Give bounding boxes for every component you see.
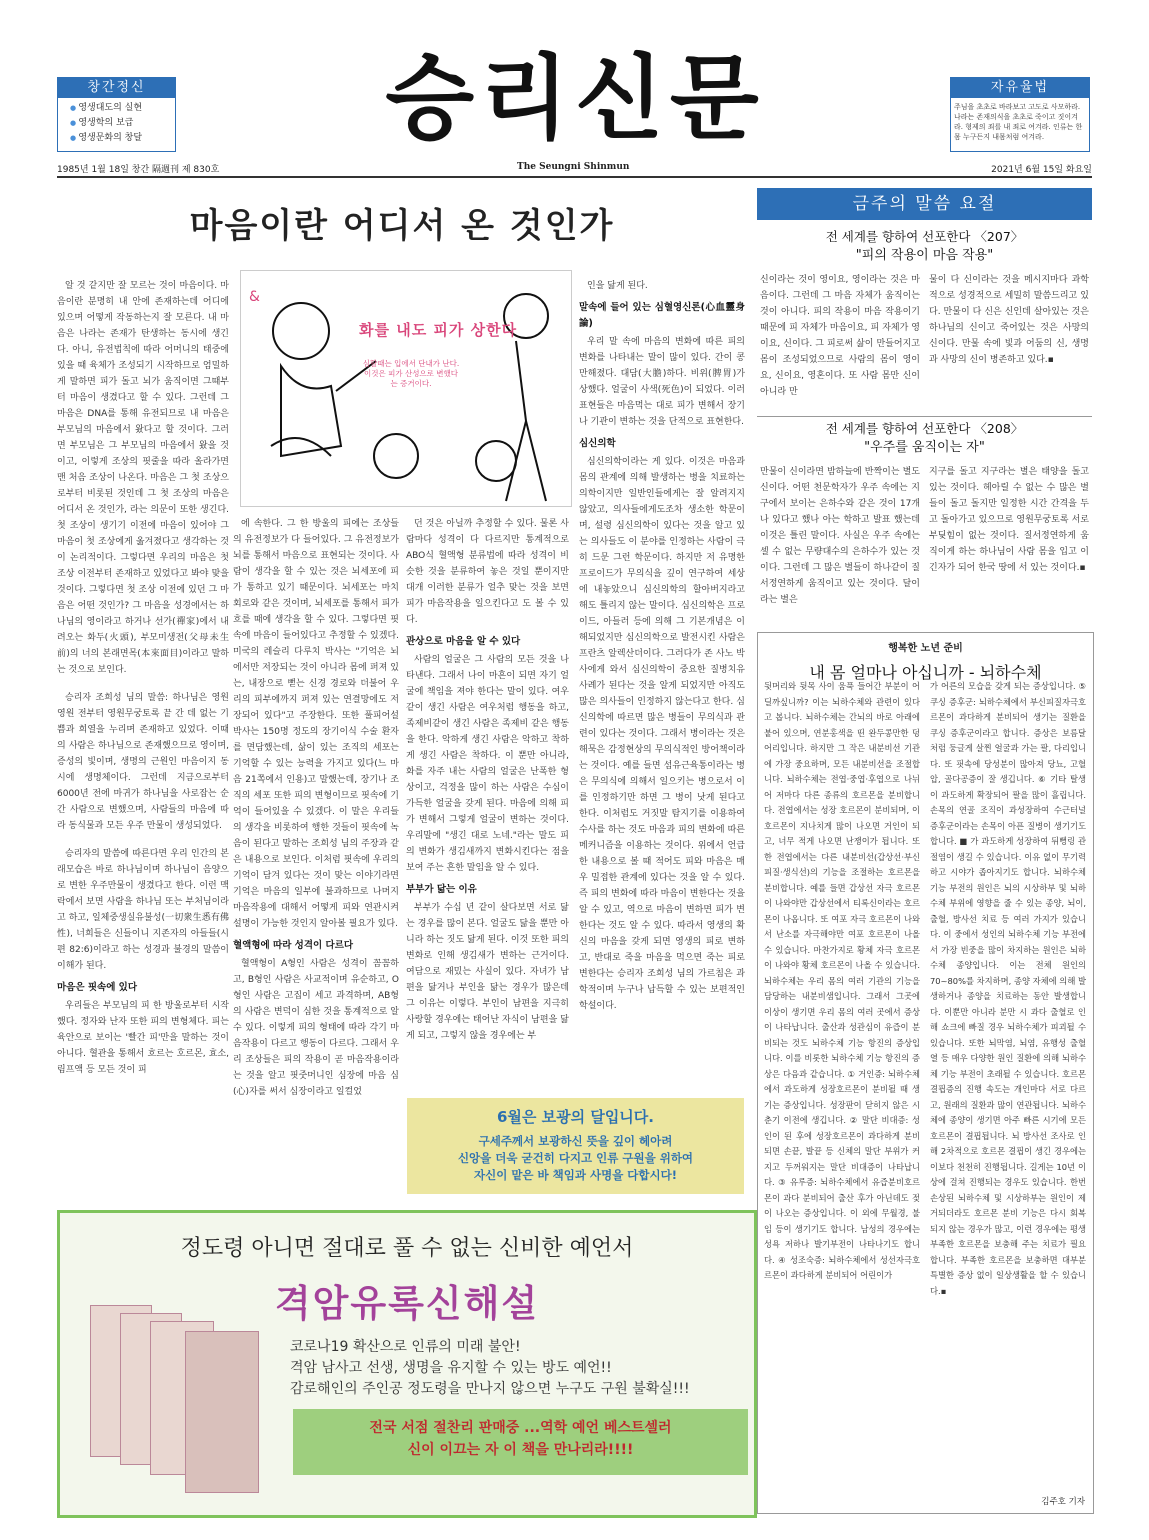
issue-date: 2021년 6월 15일 화요일 — [991, 165, 1092, 175]
subheading: 혈액형에 따라 성격이 다르다 — [233, 940, 354, 951]
masthead-title: 승리신문 — [385, 45, 765, 152]
article-paragraph: 승리자 조희성 님의 말씀: 하나님은 영원 영원 전부터 영원무궁토록 끝 간 데 없는 기쁨과 희열을 누리며 존재하고 있었다. 이때의 사람은 하나님으로 존재했으므로 영이며, 증성의 빛이며, 생명의 근원인 마음이지 동시에 생명체이다. 그런데 지금으로부터 6000년 전에 마귀가 하나님을 사로잡는 순간 사람으로 변했으며, 사람들의 마음에 따라 동식물과 모든 우주 만물이 생성되었다. — [57, 693, 229, 831]
promo-line: 신앙을 더욱 굳건히 다지고 인류 구원을 위하여 — [457, 1151, 694, 1165]
book-advertisement — [57, 1210, 757, 1518]
book-cover-image — [185, 1331, 259, 1493]
health-text-left: 뒷머리와 뒷목 사이 움푹 들어간 부분이 어딜까싶니까? 이는 뇌하수체와 관련이 있다고 봅니다. 뇌하수체는 간뇌의 바로 아래에 붙어 있으며, 연분홍색을 띤 완두콩만한 덩어리입니다. 하지만 그 작은 내분비선 기관에 가장 중요하며, 모든 내분비선을 조절합니다. 뇌하수체는 전엽·중엽·후엽으로 나뉘어 저마다 다른 종류의 호르몬을 분비합니다. 전엽에서는 성장 호르몬이 분비되며, 이 호르몬이 지나치게 많이 나오면 거인이 되고, 너무 적게 나오면 난쟁이가 됩니다. 또한 전엽에서는 다른 내분비선(갑상선·부신 피질·생식선)의 기능을 조절하는 호르몬을 분비합니다. 예를 들면 갑상선 자극 호르몬이 나와야만 갑상선에서 티록신이라는 호르몬이 나옵니다. 또 여포 자극 호르몬이 나와서 난소를 자극해야만 여포 호르몬이 나올 수 있습니다. 마찬가지로 황체 자극 호르몬이 나와야 황체 호르몬이 나올 수 있습니다. 뇌하수체는 우리 몸의 여러 기관의 기능을 담당하는 내분비샘입니다. 그래서 그곳에 이상이 생기면 우리 몸의 여러 곳에서 증상이 나타납니다. 출산과 성관심이 유즙이 분비되는 것도 뇌하수체 기능 항진의 증상입니다. 이를 비롯한 뇌하수체 기능 항진의 증상은 다음과 같습니다. ① 거인증: 뇌하수체에서 과도하게 성장호르몬이 분비될 때 생기는 증상입니다. 성장판이 닫히지 않은 시춘기 이전에 생깁니다. ② 말단 비대증: 성인이 된 후에 성장호르몬이 과다하게 분비되면 손끝, 발끝 등 신체의 말단 부위가 커지고 두꺼워지는 말단 비대증이 나타납니다. ③ 유루증: 뇌하수체에서 유즙분비호르몬이 과다 분비되어 출산 후가 아닌데도 젖이 나오는 증상입니다. 이 외에 무월경, 불임 등이 생기기도 합니다. 남성의 경우에는 성욕 저하나 발기부전이 나타나기도 합니다. ④ 성조숙증: 뇌하수체에서 성선자극호르몬이 과다하게 분비되어 어린이가 — [764, 681, 920, 1280]
ad-line: 감로해인의 주인공 정도령을 만나지 않으면 누구도 구원 불확실!!! — [290, 1381, 690, 1397]
english-title: The Seungni Shinmun — [517, 162, 630, 172]
sermon-band: 금주의 말씀 요절 — [757, 188, 1092, 220]
health-kicker: 행복한 노년 준비 — [888, 643, 963, 654]
promo-line: 구세주께서 보광하신 뜻을 깊이 헤아려 — [478, 1134, 673, 1148]
article-paragraph: 심신의학이라는 게 있다. 이것은 마음과 몸의 관계에 의해 발생하는 병을 치료하는 의학이지만 일반인들에게는 잘 알려지지 않았고, 의사들에게도조차 생소한 학문이며, 설령 심신의학이 있다는 것을 알고 있는 의사들도 이 분야를 인정하는 사람이 극히 드문 그런 학문이다. 하지만 저 유명한 프로이드가 무의식을 깊이 연구하여 세상에 내놓았으니 심신의학의 할아버지라고 해도 틀리지 않는 말이다. 심신의학은 프로이드, 아들러 등에 의해 그 기본개념은 이해되었지만 심신의학으로 발전시킨 사람은 프란츠 알렉산더이다. 그러다가 존 사노 박사에게 와서 심신의학이 중요한 질병치유 사례가 된다는 것을 알게 되었지만 아직도 많은 의사들이 인정하지 않는다고 한다. 심신의학에 따르면 많은 병들이 무의식과 관련이 있다는 것이다. 그래서 병이라는 것은 해묵은 감정현상의 무의식적인 방어책이라는 것이다. 예를 들면 섬유근육통이라는 병은 무의식에 의해서 일으키는 병으로서 이를 인정하기만 하면 그 병이 낫게 된다고 한다. 이처럼도 거짓말 탐지기를 이용하여 수사를 하는 것도 마음과 피의 변화에 따른 메커니즘을 이용하는 것이다. 위에서 언급한 내용으로 볼 때 적어도 피와 마음은 매우 밀접한 관계에 있다는 것을 알 수 있다. 즉 피의 변화에 따라 마음이 변한다는 것을 알 수 있고, 역으로 마음이 변하면 피가 변한다는 것도 알 수 있다. 따라서 영생의 확신의 마음을 갖게 되면 영생의 피로 변하고, 반대로 죽을 마음을 먹으면 죽는 피로 변한다는 승리자 조희성 님의 가르침은 과학적이며 누구나 납득할 수 있는 보편적인 학설이다. — [579, 457, 745, 1011]
article-paragraph: 혈액형이 A형인 사람은 성격이 꼼꼼하고, B형인 사람은 사교적이며 유순하고, O형인 사람은 고집이 세고 과격하며, AB형의 사람은 변덕이 심한 것을 통계적으로 알 수 있다. 이렇게 피의 형태에 따라 각기 마음작용이 다르고 행동이 다르다. 그래서 우리 조상들은 피의 작용이 곧 마음작용이라는 것을 알고 핏줏머니인 심장에 마음 심(心)자를 써서 심장이라고 일컬었 — [233, 959, 399, 1097]
health-byline: 김주호 기자 — [1041, 1497, 1085, 1507]
sermon-text-right: 물이 다 신이라는 것을 메시지마다 과학적으로 성경적으로 세밀히 말씀드리고 있다. 만물이 다 신은 신인데 살아있는 것은 하나님의 신이고 죽어있는 것은 사망의 신이다. 만물 속에 빛과 어둠의 신, 생명과 사망의 신이 병존하고 있다.▪ — [929, 275, 1089, 365]
ad-line: 격암 남사고 선생, 생명을 유지할 수 있는 방도 예언!! — [290, 1360, 612, 1376]
issue-info: 1985년 1월 18일 창간 隔週刊 제 830호 — [57, 165, 220, 175]
free-law-heading: 자유율법 — [951, 78, 1089, 98]
article-col-1 — [57, 278, 229, 1078]
sermon-item-1 — [757, 228, 1092, 397]
svg-text:&: & — [249, 289, 260, 305]
subheading: 말속에 들어 있는 심혈영신론(心血靈身論) — [579, 302, 745, 329]
founding-spirit-item: ● 영생문화의 창달 — [70, 131, 175, 146]
promo-line: 자신이 맡은 바 책임과 사명을 다합시다! — [473, 1168, 677, 1182]
article-paragraph: 우리들은 부모님의 피 한 방울로부터 시작했다. 정자와 난자 또한 피의 변형체다. 피는 육안으로 보이는 '빨간 피'만을 말하는 것이 아니다. 혈관을 통해서 흐르는 호르몬, 효소, 림프액 등 모든 것이 피 — [57, 1001, 229, 1075]
cartoon-illustration — [240, 270, 572, 507]
ad-band-line: 전국 서점 절찬리 판매중 ...역학 예언 베스트셀러 — [369, 1420, 672, 1436]
subheading: 관상으로 마음을 알 수 있다 — [406, 636, 521, 647]
article-col-3 — [406, 516, 569, 1044]
sermon-title: 전 세계를 향하여 선포한다 〈207〉 — [825, 229, 1024, 244]
article-paragraph: 인을 닮게 된다. — [587, 281, 648, 291]
article-paragraph: 부부가 수십 년 같이 살다보면 서로 닮는 경우를 많이 본다. 얼굴도 닮을 뿐만 아니라 하는 짓도 닮게 된다. 이것 또한 피의 변화로 인해 생김새가 변하는 근거이다. 여담으로 재밌는 사실이 있다. 자녀가 남편을 닮거나 부인을 닮는 경우가 많은데 그 이유는 이렇다. 부인이 남편을 지극히 사랑할 경우에는 태어난 자식이 남편을 닮게 되고, 그렇지 않을 경우에는 부 — [406, 903, 569, 1041]
article-paragraph: 알 것 같지만 잘 모르는 것이 마음이다. 마음이란 분명히 내 안에 존재하는데 어디에 있으며 어떻게 작동하는지 잘 모른다. 내 마음은 나라는 존재가 탄생하는 동시에 생긴다. 아니, 유전법칙에 따라 어머니의 태중에 있을 때 육체가 조성되기 시작하므로 엄밀하게 말하면 피가 돌고 뇌가 움직이면 그때부터 마음이 생겼다고 할 수 있다. 그런데 그 마음은 DNA를 통해 유전되므로 내 마음은 부모님의 마음에서 왔다고 할 것이다. 그러면 부모님은 그 부모님의 마음에서 왔을 것이고, 이렇게 조상의 핏줄을 따라 올라가면 맨 처음 조상이 나온다. 마음은 그 첫 조상으로부터 비롯된 것인데 그 첫 조상의 마음은 어디서 온 것인가, 라는 의문이 또한 생긴다. 첫 조상이 생기기 이전에 마음이 있어야 그 마음이 첫 조상에게 옮겨졌다고 생각하는 것이 논리적이다. 그렇다면 우리의 마음은 첫 조상 이전부터 존재하고 있었다고 봐야 맞을 것이다. 그렇다면 첫 조상 이전에 있던 그 마음은 어떤 것인가? 그 마음을 성경에서는 하나님의 영이라고 하거나 선가(禪家)에서 내려오는 화두(火頭), 부모미생전(父母未生前)의 너의 본래면목(本來面目)이라고 말하는 것으로 보인다. — [57, 281, 229, 675]
illustration-caption: 화를 내도 피가 상한다 — [359, 321, 518, 339]
health-title: 내 몸 얼마나 아십니까 - 뇌하수체 — [809, 663, 1042, 682]
sermon-item-2 — [757, 420, 1092, 605]
dateline — [57, 160, 1092, 178]
founding-spirit-item: ● 영생학의 보급 — [70, 116, 175, 131]
ad-band-line: 신이 이끄는 자 이 책을 만나리라!!!! — [407, 1442, 634, 1458]
sermon-text-left: 만물이 신이라면 밤하늘에 반짝이는 별도 신이다. 어떤 천문학자가 우주 속에는 지구에서 보이는 은하수와 같은 것이 17개나 있다고 했나 아는 학하고 발표 했는데 이것은 틀린 말이다. 사실은 우주 속에는 셀 수 없는 무량대수의 은하수가 있는 것이다. 그런데 그 많은 별들이 하나같이 질서정연하게 움직이고 있는 것이다. 달이라는 별은 — [760, 467, 920, 605]
sermon-subtitle: "피의 작용이 마음 작용" — [855, 248, 994, 263]
article-paragraph: 승리자의 말씀에 따른다면 우리 인간의 본래모습은 바로 하나님이며 하나님이 음양으로 변한 우주만물이 생겼다고 한다. 이런 맥락에서 보면 사람을 하나님 또는 부처님이라고 하고, 일체중생실유불성(一切衆生悉有佛性), 너희들은 신들이니 지존자의 아들들(시편 82:6)이라고 하는 성경과 불경의 말씀이 이해가 된다. — [57, 849, 229, 971]
subheading: 부부가 닮는 이유 — [406, 884, 477, 895]
main-headline: 마음이란 어디서 온 것인가 — [189, 206, 615, 246]
article-paragraph: 우리 말 속에 마음의 변화에 따른 피의 변화를 나타내는 말이 많이 있다. 간이 콩만해졌다. 대담(大膽)하다. 비위(脾胃)가 상했다. 얼굴이 사색(死色)이 되었다. 이러 표현들은 마음먹는 대로 피가 변해서 장기나 기관이 변하는 것을 단적으로 표현한다. — [579, 337, 745, 427]
subheading: 심신의학 — [579, 438, 616, 449]
health-column-box — [757, 632, 1094, 1514]
article-paragraph: 사람의 얼굴은 그 사람의 모든 것을 나타낸다. 그래서 나이 마흔이 되면 자기 얼굴에 책임을 져야 한다는 말이 있다. 여우 같이 생긴 사람은 여우처럼 행동을 하고, 족제비같이 생긴 사람은 족제비 같은 행동을 한다. 악하게 생긴 사람은 악하고 착하게 생긴 사람은 착하다. 이 뿐만 아니라, 화를 자주 내는 사람의 얼굴은 난폭한 형상이고, 걱정을 많이 하는 사람은 수심이 가득한 얼굴을 갖게 된다. 마음에 의해 피가 변해서 그렇게 얼굴이 변하는 것이다. 우리말에 "생긴 대로 노네."라는 말도 피의 변화가 생김새까지 변화시킨다는 점을 보여 주는 흔한 말임을 알 수 있다. — [406, 655, 569, 873]
founding-spirit-heading: 창간정신 — [58, 78, 175, 98]
founding-spirit-box — [57, 77, 176, 152]
sermon-text-right: 지구를 돌고 지구라는 별은 태양을 돌고 있는 것이다. 헤아릴 수 없는 수 많은 별들이 돌고 돌지만 일정한 시간 간격을 두고 돌아가고 있으므로 영원무궁토록 서로 부딪힘이 없는 것이다. 질서정연하게 움직이게 하는 하나님이 사람 몸을 입고 이긴자가 되어 한국 땅에 서 있는 것이다.▪ — [929, 467, 1089, 573]
ad-tagline: 정도령 아니면 절대로 풀 수 없는 신비한 예언서 — [180, 1236, 634, 1261]
divider — [757, 416, 1092, 417]
sermon-subtitle: "우주를 움직이는 자" — [864, 440, 985, 455]
ad-line: 코로나19 확산으로 인류의 미래 불안! — [290, 1339, 521, 1355]
article-col-2 — [233, 516, 399, 1100]
sermon-title: 전 세계를 향하여 선포한다 〈208〉 — [825, 421, 1024, 436]
founding-spirit-item: ● 영생대도의 실현 — [70, 101, 175, 116]
article-paragraph: 에 속한다. 그 한 방울의 피에는 조상들의 유전정보가 다 들어있다. 그 유전정보가 뇌를 통해서 마음으로 표현되는 것이다. 사람이 생각을 할 수 있는 것은 뇌세포에 피가 통하고 있기 때문이다. 뇌세포는 마치 회로와 같은 것이며, 뇌세포를 통해서 피가 흐를 때에 생각을 할 수 있다. 그렇다면 핏속에 마음이 들어있다고 추정할 수 있겠다. 미국의 레슬리 다루치 박사는 "기억은 뇌에서만 저장되는 것이 아니라 몸에 퍼져 있는, 내장으로 뻗는 신경 경로와 더불어 우리의 피부에까지 퍼져 있는 연결망에도 저장되어 있다"고 주장한다. 또한 풀피어설 박사는 150명 정도의 장기이식 수술 환자를 면담했는데, 삶이 있는 조직의 세포는 기억할 수 있는 능력을 가지고 있다(느 마음 21쪽에서 인용)고 말했는데, 장기나 조직의 세포 또한 피의 변형이므로 핏속에 기억이 들어있을 수 있겠다. 이 말은 우리들의 생각을 비롯하여 행한 것들이 핏속에 녹음이 된다고 말하는 조희성 님의 주장과 같은 내용으로 보인다. 이처럼 핏속에 우리의 기억이 담겨 있다는 것이 맞는 이야기라면 기억은 마음의 일부에 불과하므로 나머지 마음작용에 대해서 어떻게 피와 연관시켜 설명이 가능한 것인지 알아볼 필요가 있다. — [233, 519, 399, 929]
free-law-text: 주님을 초초로 바라보고 고도로 사모하라. 나라는 존재의식을 초초로 죽이고 짓이겨라. 형제의 죄를 내 죄로 여겨라. 인류는 한 몸 누구든지 내몸처럼 여겨라. — [954, 103, 1083, 141]
illustration-note: 심할때는 입에서 단내가 난다. 이것은 피가 산성으로 변했다는 증거이다. — [362, 359, 460, 388]
ad-sales-band — [293, 1409, 748, 1475]
subheading: 마음은 핏속에 있다 — [57, 982, 138, 993]
health-text-right: 가 어른의 모습을 갖게 되는 증상입니다. ⑤ 쿠싱 증후군: 뇌하수체에서 부신피질자극호르몬이 과다하게 분비되어 생기는 질환을 쿠싱 증후군이라고 합니다. 증상은 보름달처럼 둥글게 살찐 얼굴과 가는 팔, 다리입니다. 또 핏속에 당성분이 많아져 당뇨, 고혈압, 골다공증이 잘 생깁니다. ⑥ 기타 탈생이 과도하게 확장되어 팔을 많이 흘립니다. 손목의 연골 조직이 과성장하여 수근터널 증후군이라는 손목이 아픈 질병이 생기기도 합니다. ■ 가 과도하게 성장하여 뒤뻥링 관절염이 생길 수 있습니다. 이유 없이 무기력하고 시야가 좁아지기도 합니다. 뇌하수체 기능 부전의 원인은 뇌의 시상하부 및 뇌하수체 부위에 영향을 줄 수 있는 종양, 뇌이, 출혈, 방사선 치료 등 여러 가지가 있습니다. 이 중에서 성인의 뇌하수체 기능 부전에서 가장 빈중을 많이 차지하는 원인은 뇌하수체 종양입니다. 이는 전체 원인의 70~80%를 차지하며, 종양 자체에 의해 발생하거나 종양을 치료하는 동안 발생합니다. 이뿐만 아니라 분만 시 과다 출혈로 인해 쇼크에 빠질 경우 뇌하수체가 피괴될 수 있습니다. 또한 뇌막염, 뇌염, 유행성 출혈열 등 매우 다양한 원인 질환에 의해 뇌하수체 기능 부전이 초래될 수 있습니다. 호르몬 결핍증의 진행 속도는 개인마다 서로 다르고, 원래의 질환과 많이 연관됩니다. 뇌하수체에 종양이 생기면 아주 빠른 시기에 모든 호르몬이 결핍됩니다. 뇌 방사선 조사로 인해 2차적으로 호르몬 결핍이 생긴 경우에는 이보다 천천히 진행됩니다. 길게는 10년 이상에 걸쳐 진행되는 경우도 있습니다. 한번 손상된 뇌하수체 및 시상하부는 원인이 제거되더라도 호르몬 분비 기능은 다시 회복되지 않는 경우가 많고, 이런 경우에는 평생 부족한 호르몬을 보충해 주는 치료가 필요합니다. 부족한 호르몬을 보충하면 대부분 특별한 증상 없이 일상생활을 할 수 있습니다.▪ — [930, 681, 1086, 1296]
article-paragraph: 던 것은 아닐까 추정할 수 있다. 물론 사람마다 성격이 다 다르지만 통계적으로 ABO식 혈액형 분류법에 따라 성격이 비슷한 것을 분류하여 놓은 것일 뿐이지만 대개 이러한 분류가 얼추 맞는 것을 보면 피가 마음작용을 일으킨다고 도 볼 수 있다. — [406, 519, 569, 625]
sermon-text-left: 신이라는 것이 영이요, 영이라는 것은 마음이다. 그런데 그 마음 자체가 움직이는 것이 아니다. 피의 작용이 마음 작용이기 때문에 피 자체가 마음이요, 피 자체가 영이요, 신이다. 그 피로써 삶이 만들어지고 몸이 조성되었으므로 사람의 몸이 영이요, 신이요, 영혼이다. 또 사람 몸만 신이 아니라 만 — [760, 275, 920, 397]
free-law-box — [950, 77, 1090, 152]
bokwang-month-box — [407, 1098, 744, 1194]
promo-title: 6월은 보광의 달입니다. — [497, 1108, 654, 1126]
ad-book-title: 격암유록신해설 — [274, 1282, 540, 1325]
article-col-4 — [579, 278, 745, 1014]
